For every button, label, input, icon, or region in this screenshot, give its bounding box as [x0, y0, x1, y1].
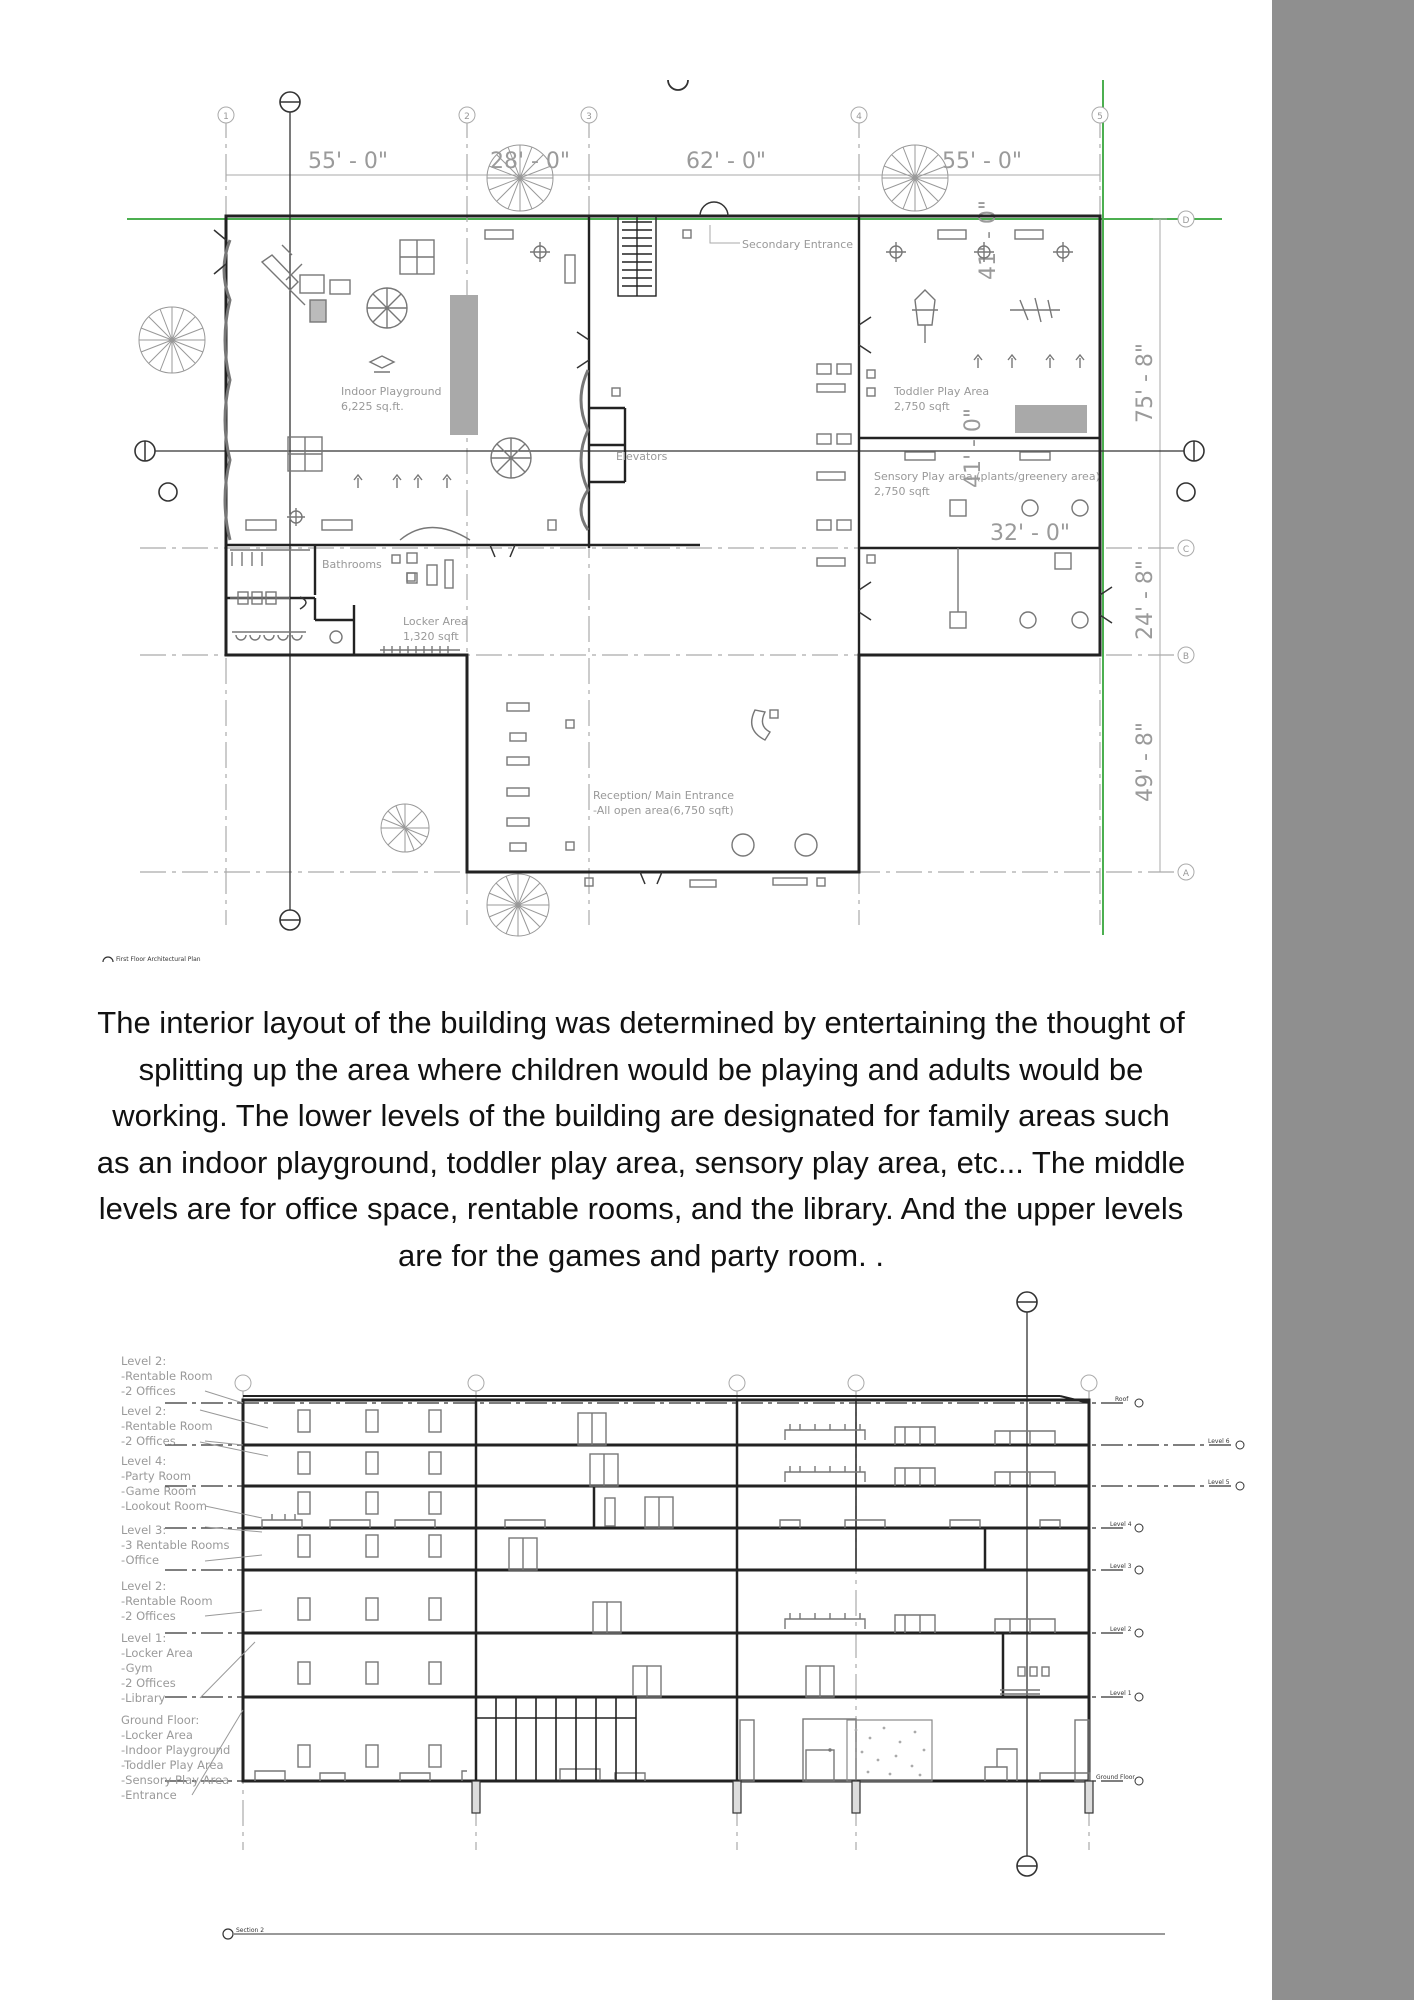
level-tag-5: Level 5: [1208, 1479, 1230, 1486]
grid-bubbles-top: [218, 107, 1108, 123]
section-caption: Section 2: [236, 1927, 265, 1934]
indoor-playground-area: 6,225 sq.ft.: [341, 400, 404, 413]
dimension-75ft: 75' - 8": [1133, 342, 1158, 424]
dimension-55ft-left: 55' - 0": [307, 149, 389, 174]
grid-letter-a: A: [1182, 869, 1190, 879]
level-label-line: -Toddler Play Area: [121, 1758, 224, 1772]
level-label-line: -2 Offices: [121, 1434, 176, 1448]
first-floor-plan: [0, 0, 1272, 980]
grid-letter-d: D: [1182, 216, 1190, 226]
level-tag-3: Level 3: [1110, 1563, 1132, 1570]
level-label-title: Ground Floor:: [121, 1713, 200, 1727]
level-label-line: -2 Offices: [121, 1384, 176, 1398]
level-tag-2: Level 2: [1110, 1626, 1132, 1633]
foundation-piers: [472, 1781, 1093, 1813]
grid-number-2: 2: [464, 112, 470, 122]
level-label-line: -Rentable Room: [121, 1369, 213, 1383]
grid-number-5: 5: [1097, 112, 1103, 122]
level-label-line: -Entrance: [121, 1788, 177, 1802]
secondary-entrance-door-icon: [700, 202, 728, 216]
sensory-play-label: Sensory Play area (plants/greenery area): [874, 470, 1100, 483]
glass-curtain-wall: [476, 1697, 636, 1781]
level-label-line: -Office: [121, 1553, 160, 1567]
toddler-play-area: 2,750 sqft: [894, 400, 950, 413]
level-label-title: Level 1:: [121, 1631, 167, 1645]
section-windows: [298, 1410, 441, 1767]
sensory-play-area: 2,750 sqft: [874, 485, 930, 498]
dimension-49ft: 49' - 8": [1133, 721, 1158, 803]
section-doors: [509, 1413, 834, 1781]
sensory-wall-texture: [847, 1720, 932, 1781]
level-label-line: -Lookout Room: [121, 1499, 207, 1513]
level-label-line: -2 Offices: [121, 1676, 176, 1690]
secondary-entrance-label: Secondary Entrance: [742, 238, 854, 251]
level-tag-roof: Roof: [1115, 1396, 1129, 1403]
level-label-title: Level 3:: [121, 1523, 167, 1537]
dimension-28ft: 28' - 0": [489, 149, 571, 174]
level-label-title: Level 4:: [121, 1454, 167, 1468]
level-label-line: -Sensory Play Area: [121, 1773, 230, 1787]
plan-caption-icon: [103, 957, 113, 962]
level-label-line: -Rentable Room: [121, 1419, 213, 1433]
level-label-group-1: [121, 1354, 213, 1398]
door-icons: [214, 230, 1112, 884]
level-label-title: Level 2:: [121, 1579, 167, 1593]
reception-label: Reception/ Main Entrance: [593, 789, 735, 802]
level-label-line: -Library: [121, 1691, 166, 1705]
level-labels: [121, 1354, 230, 1802]
level-label-line: -Game Room: [121, 1484, 197, 1498]
dimension-41ft-lower: 41' - 0": [961, 407, 986, 489]
label-leader-lines: [192, 1391, 268, 1795]
grid-letter-c: C: [1182, 545, 1190, 555]
level-label-line: -Locker Area: [121, 1728, 193, 1742]
locker-area-label: Locker Area: [403, 615, 468, 628]
level-label-line: -Indoor Playground: [121, 1743, 231, 1757]
grid-bubbles-right: [1178, 211, 1194, 880]
toddler-area-furniture: [886, 230, 1088, 628]
grid-letter-b: B: [1182, 652, 1190, 662]
level-tag-1: Level 1: [1110, 1690, 1132, 1697]
indoor-playground-label: Indoor Playground: [341, 385, 442, 398]
level-label-line: -Rentable Room: [121, 1594, 213, 1608]
level-tag-ground: Ground Floor: [1096, 1774, 1135, 1781]
section-markers: [135, 80, 1204, 930]
level-tag-4: Level 4: [1110, 1521, 1132, 1528]
level-lines: [165, 1403, 1240, 1781]
dimension-55ft-right: 55' - 0": [941, 149, 1023, 174]
level-tags: [1135, 1399, 1244, 1785]
level-label-title: Level 2:: [121, 1404, 167, 1418]
grid-number-1: 1: [223, 112, 229, 122]
dimension-24ft: 24' - 8": [1133, 559, 1158, 641]
level-label-group-3: [121, 1454, 207, 1513]
level-label-title: Level 2:: [121, 1354, 167, 1368]
right-sidebar-panel: [1272, 0, 1414, 2000]
level-label-line: -Party Room: [121, 1469, 192, 1483]
level-label-group-7: [121, 1713, 230, 1802]
level-label-group-2: [121, 1404, 213, 1448]
elevators-label: Elevators: [616, 450, 668, 463]
level-tag-6: Level 6: [1208, 1438, 1230, 1445]
level-label-group-5: [121, 1579, 213, 1623]
grid-number-4: 4: [856, 112, 862, 122]
plan-caption: First Floor Architectural Plan: [116, 956, 201, 963]
stair-icon: [618, 216, 656, 296]
tree-icons: [139, 145, 948, 936]
level-label-line: -3 Rentable Rooms: [121, 1538, 230, 1552]
dimension-62ft: 62' - 0": [685, 149, 767, 174]
description-paragraph: The interior layout of the building was determined by entertaining the thought of splitting up the area where children would be playing and adults would be working. The lower levels of the building are designated for family areas such as an indoor playground, toddler play area, sensory play area, etc... The middle levels are for office space, rentable rooms, and the library. And the upper levels are for the games and party room. .: [96, 1005, 1186, 1273]
level-label-line: -Gym: [121, 1661, 153, 1675]
toddler-play-label: Toddler Play Area: [894, 385, 990, 398]
level-label-line: -Locker Area: [121, 1646, 193, 1660]
bathrooms-label: Bathrooms: [322, 558, 382, 571]
locker-area-size: 1,320 sqft: [403, 630, 459, 643]
level-label-line: -2 Offices: [121, 1609, 176, 1623]
dimension-32ft: 32' - 0": [989, 521, 1071, 546]
reception-note: -All open area(6,750 sqft): [593, 804, 734, 817]
section-caption-icon: [223, 1929, 233, 1939]
building-section: [0, 1270, 1272, 2000]
level-label-group-6: [121, 1631, 193, 1705]
grid-number-3: 3: [586, 112, 592, 122]
dimension-41ft-upper: 41' - 0": [976, 199, 1001, 281]
section-frame: [243, 1396, 1089, 1781]
section-furniture: [255, 1424, 1090, 1781]
